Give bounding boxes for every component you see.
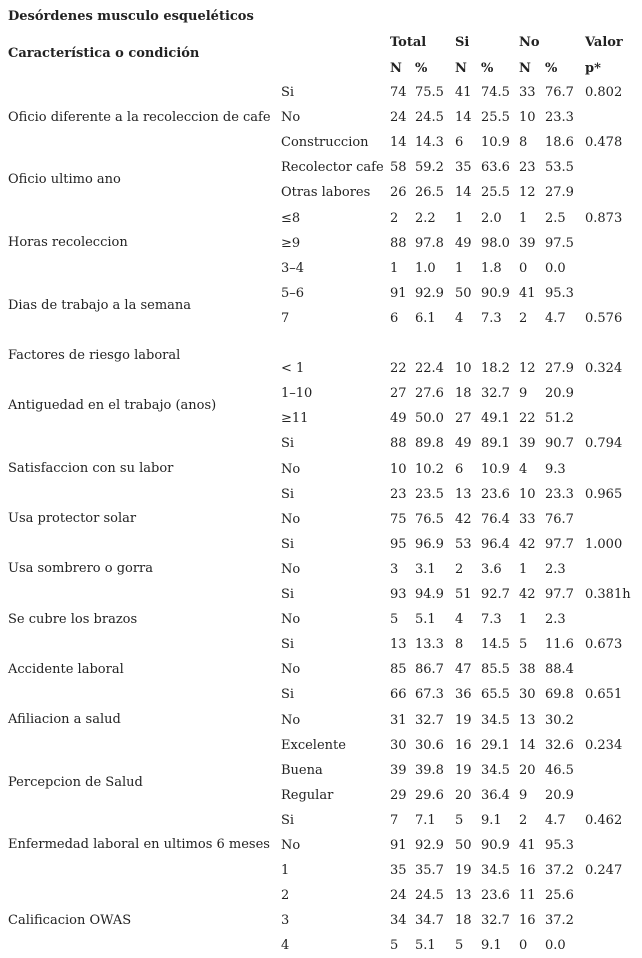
table-cell: 2.3 <box>545 612 566 628</box>
table-cell: 74 <box>390 85 407 100</box>
table-cell: 6.1 <box>415 310 436 326</box>
table-cell: 10 <box>455 361 472 377</box>
table-cell: 23.3 <box>545 486 574 502</box>
table-cell: 2.5 <box>545 210 566 226</box>
table-cell: 12 <box>519 361 536 377</box>
table-cell: 47 <box>455 662 472 678</box>
group-label: Horas recoleccion <box>8 235 128 251</box>
table-cell: 41 <box>455 85 472 100</box>
table-cell: 13 <box>455 486 472 502</box>
subheader-cell: N <box>455 61 467 76</box>
table-cell: 35 <box>455 160 472 176</box>
table-cell: 27.9 <box>545 361 574 377</box>
table-cell: 19 <box>455 712 472 728</box>
table-cell: 50 <box>455 285 472 301</box>
table-cell: 20 <box>455 787 472 803</box>
table-cell: 6 <box>455 461 464 477</box>
row-category: Buena <box>281 762 323 778</box>
table-cell: 90.9 <box>481 285 510 301</box>
table-cell: 95 <box>390 536 407 552</box>
table-cell: 3.1 <box>415 561 436 577</box>
table-cell: 9.1 <box>481 812 502 828</box>
group-label: Oficio diferente a la recoleccion de cafe <box>8 109 271 125</box>
table-cell: 7 <box>390 812 399 828</box>
table-cell: 30.2 <box>545 712 574 728</box>
subheader-cell: % <box>481 61 494 76</box>
table-title: Desórdenes musculo esqueléticos <box>8 9 254 24</box>
table-cell: 1 <box>390 260 399 276</box>
table-cell: 0.673 <box>585 637 623 653</box>
table-cell: 30 <box>519 687 536 703</box>
table-cell: 35.7 <box>415 863 444 879</box>
table-cell: 1.8 <box>481 260 502 276</box>
table-cell: 30 <box>390 737 407 753</box>
table-cell: 33 <box>519 85 536 100</box>
table-cell: 5.1 <box>415 612 436 628</box>
table-cell: 2.2 <box>415 210 436 226</box>
table-cell: 95.3 <box>545 285 574 301</box>
table-cell: 46.5 <box>545 762 574 778</box>
group-label: Enfermedad laboral en ultimos 6 meses <box>8 837 270 853</box>
table-cell: 0.965 <box>585 486 623 502</box>
row-category: ≤8 <box>281 210 301 226</box>
table-cell: 5 <box>390 612 399 628</box>
table-cell: 76.7 <box>545 511 574 527</box>
table-cell: 0.576 <box>585 310 623 326</box>
table-cell: 5 <box>455 938 464 954</box>
table-cell: 63.6 <box>481 160 510 176</box>
group-label: Satisfaccion con su labor <box>8 460 174 476</box>
subheader-cell: N <box>390 61 402 76</box>
table-cell: 4 <box>455 612 464 628</box>
table-cell: 8 <box>519 135 528 151</box>
table-cell: 1 <box>519 612 528 628</box>
table-cell: 9.1 <box>481 938 502 954</box>
row-category: ≥9 <box>281 235 301 251</box>
header-characteristic: Característica o condición <box>8 46 200 61</box>
row-category: No <box>281 461 301 477</box>
table-cell: 90.9 <box>481 838 510 853</box>
table-cell: 74.5 <box>481 85 510 100</box>
table-cell: 69.8 <box>545 687 574 703</box>
row-category: 2 <box>281 888 290 904</box>
table-cell: 88.4 <box>545 662 574 678</box>
table-cell: 13.3 <box>415 637 444 653</box>
row-category: Si <box>281 637 295 653</box>
row-category: Construccion <box>281 135 369 151</box>
table-cell: 39.8 <box>415 762 444 778</box>
table-cell: 24 <box>390 888 407 904</box>
subheader-cell: N <box>519 61 531 76</box>
table-cell: 7.3 <box>481 310 502 326</box>
table-cell: 13 <box>390 637 407 653</box>
table-cell: 36.4 <box>481 787 510 803</box>
table-cell: 18 <box>455 386 472 402</box>
row-category: No <box>281 511 301 527</box>
table-cell: 5 <box>455 812 464 828</box>
subheader-cell: p* <box>585 61 601 76</box>
table-cell: 91 <box>390 838 407 853</box>
table-cell: 27.9 <box>545 185 574 201</box>
row-category: < 1 <box>281 361 305 377</box>
table-cell: 86.7 <box>415 662 444 678</box>
table-cell: 8 <box>455 637 464 653</box>
table-cell: 23.3 <box>545 110 574 126</box>
table-cell: 22 <box>390 361 407 377</box>
table-cell: 89.8 <box>415 436 444 452</box>
table-cell: 31 <box>390 712 407 728</box>
table-cell: 6 <box>455 135 464 151</box>
header-valor: Valor <box>585 35 623 50</box>
table-cell: 6 <box>390 310 399 326</box>
table-cell: 39 <box>519 436 536 452</box>
table-cell: 51 <box>455 587 472 602</box>
table-cell: 0.478 <box>585 135 623 151</box>
table-cell: 3 <box>390 561 399 577</box>
table-cell: 18.2 <box>481 361 510 377</box>
table-cell: 0.234 <box>585 737 623 753</box>
row-category: Si <box>281 587 295 602</box>
row-category: No <box>281 838 301 853</box>
table-cell: 4 <box>455 310 464 326</box>
row-category: No <box>281 110 301 126</box>
group-label: Usa sombrero o gorra <box>8 561 154 577</box>
table-cell: 22.4 <box>415 361 444 377</box>
table-cell: 96.9 <box>415 536 444 552</box>
table-cell: 18 <box>455 913 472 929</box>
table-cell: 2 <box>455 561 464 577</box>
row-category: 5–6 <box>281 285 305 301</box>
table-cell: 22 <box>519 411 536 427</box>
table-cell: 90.7 <box>545 436 574 452</box>
table-cell: 2 <box>519 310 528 326</box>
table-cell: 20.9 <box>545 386 574 402</box>
table-cell: 50 <box>455 838 472 853</box>
row-category: No <box>281 662 301 678</box>
group-label: Usa protector solar <box>8 511 137 527</box>
table-cell: 27.6 <box>415 386 444 402</box>
table-cell: 14.3 <box>415 135 444 151</box>
table-cell: 23 <box>519 160 536 176</box>
table-cell: 13 <box>519 712 536 728</box>
table-cell: 16 <box>519 913 536 929</box>
table-cell: 29.1 <box>481 737 510 753</box>
subheader-cell: % <box>415 61 428 76</box>
table-cell: 76.4 <box>481 511 510 527</box>
table-cell: 23.6 <box>481 486 510 502</box>
table-cell: 1.000 <box>585 536 623 552</box>
table-cell: 97.7 <box>545 587 574 602</box>
table-cell: 5 <box>519 637 528 653</box>
table-cell: 85 <box>390 662 407 678</box>
table-cell: 0.462 <box>585 812 623 828</box>
table-cell: 1 <box>455 210 464 226</box>
table-cell: 4.7 <box>545 310 566 326</box>
table-cell: 11.6 <box>545 637 574 653</box>
header-si: Si <box>455 35 470 50</box>
table-cell: 51.2 <box>545 411 574 427</box>
table-cell: 34.5 <box>481 863 510 879</box>
table-cell: 32.7 <box>481 913 510 929</box>
table-cell: 50.0 <box>415 411 444 427</box>
row-category: Recolector cafe <box>281 160 384 176</box>
table-cell: 91 <box>390 285 407 301</box>
table-cell: 34.7 <box>415 913 444 929</box>
table-cell: 14 <box>390 135 407 151</box>
table-cell: 32.7 <box>415 712 444 728</box>
group-label: Percepcion de Salud <box>8 774 143 790</box>
table-cell: 19 <box>455 863 472 879</box>
table-cell: 30.6 <box>415 737 444 753</box>
table-cell: 32.7 <box>481 386 510 402</box>
table-cell: 66 <box>390 687 407 703</box>
table-cell: 0.651 <box>585 687 623 703</box>
table-cell: 97.7 <box>545 536 574 552</box>
table-cell: 29 <box>390 787 407 803</box>
row-category: Otras labores <box>281 185 371 201</box>
table-cell: 2 <box>390 210 399 226</box>
table-cell: 39 <box>519 235 536 251</box>
table-cell: 10 <box>519 110 536 126</box>
table-cell: 1.0 <box>415 260 436 276</box>
table-cell: 29.6 <box>415 787 444 803</box>
table-cell: 88 <box>390 235 407 251</box>
table-cell: 92.9 <box>415 285 444 301</box>
row-category: No <box>281 561 301 577</box>
table-cell: 24 <box>390 110 407 126</box>
row-category: 3 <box>281 913 290 929</box>
row-category: Si <box>281 687 295 703</box>
group-label: Afiliacion a salud <box>8 711 121 727</box>
table-cell: 10.9 <box>481 461 510 477</box>
table-cell: 5 <box>390 938 399 954</box>
table-cell: 97.5 <box>545 235 574 251</box>
table-cell: 23.6 <box>481 888 510 904</box>
subheader-cell: % <box>545 61 558 76</box>
table-cell: 88 <box>390 436 407 452</box>
row-category: 1 <box>281 863 290 879</box>
row-category: Si <box>281 536 295 552</box>
table-cell: 16 <box>455 737 472 753</box>
group-label: Antiguedad en el trabajo (anos) <box>8 398 217 414</box>
table-cell: 0 <box>519 938 528 954</box>
table-cell: 25.5 <box>481 110 510 126</box>
table-cell: 20.9 <box>545 787 574 803</box>
row-category: No <box>281 612 301 628</box>
table-cell: 11 <box>519 888 536 904</box>
table-cell: 93 <box>390 587 407 602</box>
table-cell: 26 <box>390 185 407 201</box>
table-cell: 38 <box>519 662 536 678</box>
group-label: Oficio ultimo ano <box>8 172 121 188</box>
row-category: 4 <box>281 938 290 954</box>
group-label: Se cubre los brazos <box>8 611 138 627</box>
table-cell: 36 <box>455 687 472 703</box>
table-cell: 14 <box>519 737 536 753</box>
table-cell: 92.7 <box>481 587 510 602</box>
table-cell: 10.9 <box>481 135 510 151</box>
table-cell: 5.1 <box>415 938 436 954</box>
table-cell: 10 <box>519 486 536 502</box>
table-cell: 76.7 <box>545 85 574 100</box>
table-cell: 23 <box>390 486 407 502</box>
table-cell: 27 <box>390 386 407 402</box>
table-cell: 76.5 <box>415 511 444 527</box>
table-cell: 41 <box>519 285 536 301</box>
table-cell: 10.2 <box>415 461 444 477</box>
table-cell: 0.873 <box>585 210 623 226</box>
row-category: Si <box>281 436 295 452</box>
table-cell: 65.5 <box>481 687 510 703</box>
table-cell: 49 <box>455 436 472 452</box>
table-cell: 49 <box>455 235 472 251</box>
table-cell: 23.5 <box>415 486 444 502</box>
table-cell: 3.6 <box>481 561 502 577</box>
header-no: No <box>519 35 540 50</box>
row-category: Regular <box>281 787 334 803</box>
table-cell: 24.5 <box>415 110 444 126</box>
row-category: 3–4 <box>281 260 305 276</box>
table-cell: 89.1 <box>481 436 510 452</box>
table-cell: 14.5 <box>481 637 510 653</box>
table-cell: 7.3 <box>481 612 502 628</box>
table-cell: 0.802 <box>585 85 623 100</box>
table-cell: 10 <box>390 461 407 477</box>
header-total: Total <box>390 35 427 50</box>
table-cell: 25.5 <box>481 185 510 201</box>
table-cell: 42 <box>519 536 536 552</box>
table-cell: 25.6 <box>545 888 574 904</box>
table-cell: 0.247 <box>585 863 623 879</box>
row-category: ≥11 <box>281 411 309 427</box>
table-cell: 33 <box>519 511 536 527</box>
table-cell: 0.0 <box>545 260 566 276</box>
table-cell: 34.5 <box>481 762 510 778</box>
table-cell: 85.5 <box>481 662 510 678</box>
table-cell: 9 <box>519 386 528 402</box>
row-category: 7 <box>281 310 290 326</box>
table-cell: 19 <box>455 762 472 778</box>
table-cell: 42 <box>519 587 536 602</box>
table-cell: 58 <box>390 160 407 176</box>
row-category: 1–10 <box>281 386 313 402</box>
table-cell: 2 <box>519 812 528 828</box>
table-cell: 49.1 <box>481 411 510 427</box>
table-cell: 75 <box>390 511 407 527</box>
table-cell: 16 <box>519 863 536 879</box>
table-cell: 34 <box>390 913 407 929</box>
table-cell: 2.3 <box>545 561 566 577</box>
table-cell: 4 <box>519 461 528 477</box>
table-cell: 75.5 <box>415 85 444 100</box>
table-cell: 92.9 <box>415 838 444 853</box>
table-cell: 0 <box>519 260 528 276</box>
table-cell: 94.9 <box>415 587 444 602</box>
table-cell: 37.2 <box>545 913 574 929</box>
table-cell: 18.6 <box>545 135 574 151</box>
table-cell: 20 <box>519 762 536 778</box>
table-cell: 53.5 <box>545 160 574 176</box>
table-cell: 12 <box>519 185 536 201</box>
table-cell: 41 <box>519 838 536 853</box>
table-cell: 9.3 <box>545 461 566 477</box>
table-cell: 95.3 <box>545 838 574 853</box>
table-cell: 39 <box>390 762 407 778</box>
table-cell: 53 <box>455 536 472 552</box>
table-cell: 13 <box>455 888 472 904</box>
group-label: Accidente laboral <box>8 661 124 677</box>
table-cell: 1 <box>455 260 464 276</box>
group-label: Calificacion OWAS <box>8 912 132 928</box>
table-cell: 4.7 <box>545 812 566 828</box>
table-cell: 14 <box>455 110 472 126</box>
group-label: Dias de trabajo a la semana <box>8 297 192 313</box>
table-cell: 96.4 <box>481 536 510 552</box>
table-cell: 27 <box>455 411 472 427</box>
table-cell: 67.3 <box>415 687 444 703</box>
table-cell: 0.794 <box>585 436 623 452</box>
table-cell: 97.8 <box>415 235 444 251</box>
table-cell: 14 <box>455 185 472 201</box>
table-cell: 26.5 <box>415 185 444 201</box>
table-cell: 9 <box>519 787 528 803</box>
table-cell: 1 <box>519 561 528 577</box>
table-cell: 0.324 <box>585 361 623 377</box>
group-label: Factores de riesgo laboral <box>8 348 181 363</box>
table-cell: 2.0 <box>481 210 502 226</box>
table-cell: 0.381h <box>585 587 631 602</box>
row-category: Si <box>281 812 295 828</box>
table-cell: 7.1 <box>415 812 436 828</box>
table-cell: 59.2 <box>415 160 444 176</box>
table-cell: 35 <box>390 863 407 879</box>
table-cell: 32.6 <box>545 737 574 753</box>
table-cell: 0.0 <box>545 938 566 954</box>
row-category: Excelente <box>281 737 346 753</box>
table-cell: 1 <box>519 210 528 226</box>
table-cell: 98.0 <box>481 235 510 251</box>
table-cell: 34.5 <box>481 712 510 728</box>
table-cell: 49 <box>390 411 407 427</box>
row-category: Si <box>281 85 295 100</box>
row-category: Si <box>281 486 295 502</box>
row-category: No <box>281 712 301 728</box>
table-cell: 37.2 <box>545 863 574 879</box>
table-cell: 24.5 <box>415 888 444 904</box>
table-cell: 42 <box>455 511 472 527</box>
